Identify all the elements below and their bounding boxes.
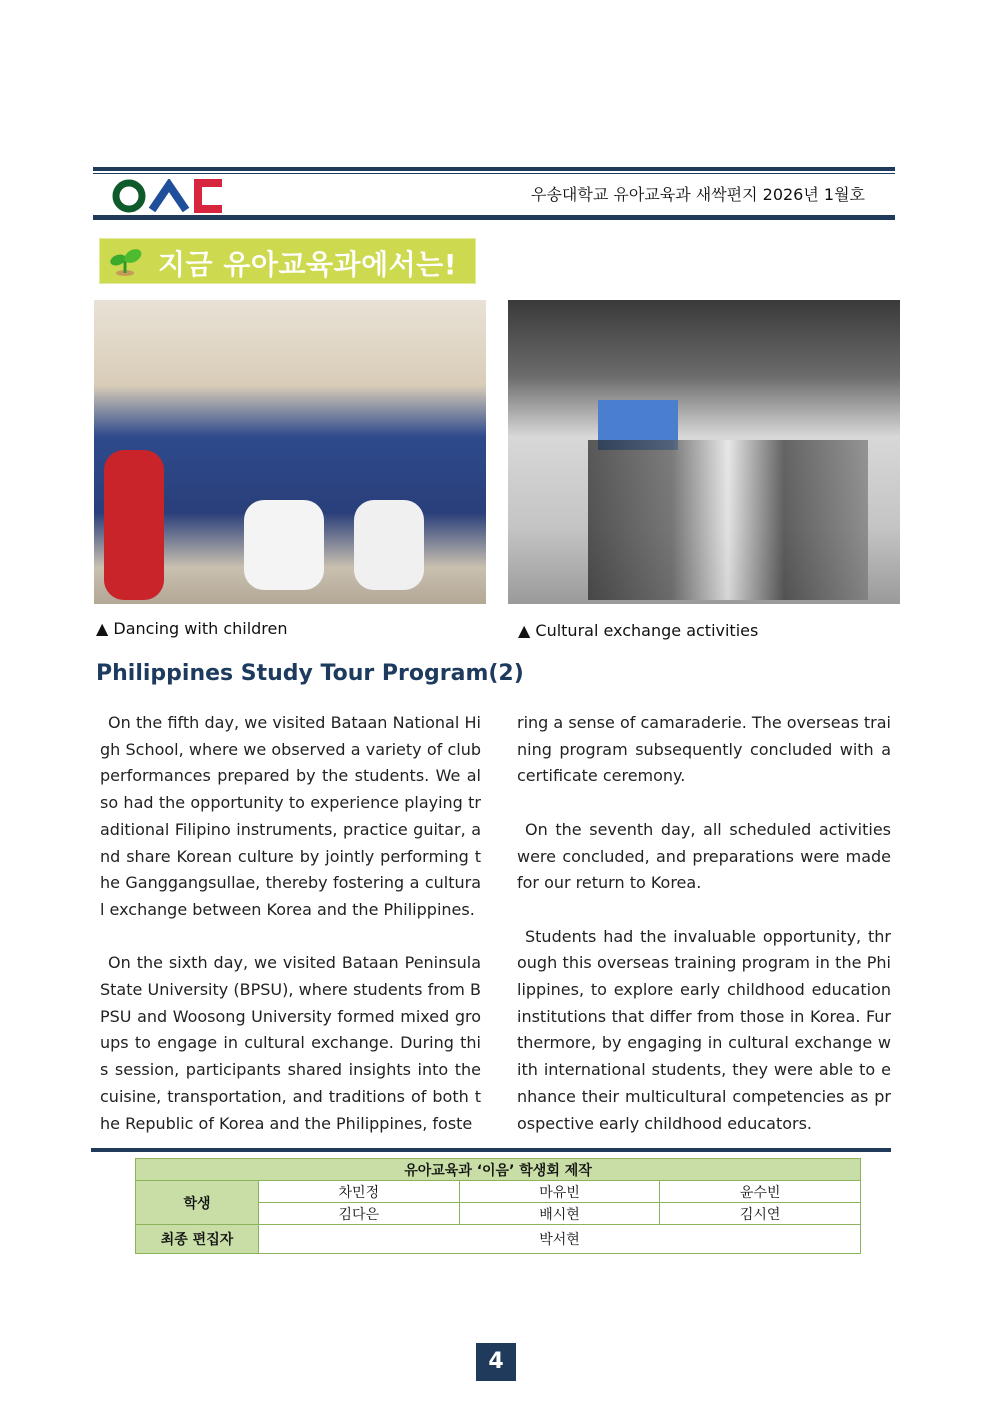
newsletter-title: 우송대학교 유아교육과 새싹편지 2026년 1월호 <box>531 185 865 204</box>
paragraph: ring a sense of camaraderie. The overseas training program subsequently concluded with a certificate ceremony. <box>517 713 891 786</box>
caption-right: ▲ Cultural exchange activities <box>518 621 759 640</box>
footer-rule <box>91 1148 891 1152</box>
student-name: 윤수빈 <box>660 1181 861 1203</box>
sprout-icon <box>108 247 144 277</box>
article-title: Philippines Study Tour Program(2) <box>96 661 524 686</box>
paragraph: On the sixth day, we visited Bataan Peninsula State University (BPSU), where students from BPSU and Woosong University formed mixed groups to engage in cultural exchange. During this session, participants shared insights into the cuisine, transportation, and traditions of both the Republic of Korea and the Philippines, foste <box>100 953 481 1133</box>
paragraph: Students had the invaluable opportunity, through this overseas training program in the Philippines, to explore early childhood education institutions that differ from those in Korea. Furthermore, by engaging in cultural exchange with international students, they were able to enhance their multicultural competencies as prospective early childhood educators. <box>517 926 891 1133</box>
student-name: 마유빈 <box>459 1181 660 1203</box>
paragraph: On the fifth day, we visited Bataan National High School, where we observed a variety of club performances prepared by the students. We also had the opportunity to experience playing traditional Filipino instruments, practice guitar, and share Korean culture by jointly performing the Ganggangsullae, thereby fostering a cultural exchange between Korea and the Philippines. <box>100 713 481 919</box>
student-name: 김시연 <box>660 1203 861 1225</box>
photo-cultural-exchange <box>508 300 900 604</box>
logo <box>112 179 224 213</box>
header-rule-bottom <box>93 215 895 220</box>
article-column-right <box>517 710 891 1164</box>
students-label: 학생 <box>136 1181 259 1225</box>
credits-title: 유아교육과 ‘이음’ 학생회 제작 <box>136 1159 861 1181</box>
header-rule-top <box>93 167 895 171</box>
banner-text: 지금 유아교육과에서는! <box>158 248 457 281</box>
paragraph: On the seventh day, all scheduled activities were concluded, and preparations were made for our return to Korea. <box>517 819 891 893</box>
student-name: 김다은 <box>259 1203 460 1225</box>
caption-left: ▲ Dancing with children <box>96 619 288 638</box>
student-name: 배시현 <box>459 1203 660 1225</box>
editor-name: 박서현 <box>259 1225 861 1254</box>
photo-dancing-with-children <box>94 300 486 604</box>
credits-table <box>135 1158 861 1254</box>
page-number: 4 <box>476 1343 516 1381</box>
header-rule-thin <box>93 173 895 174</box>
editor-label: 최종 편집자 <box>136 1225 259 1254</box>
section-banner <box>99 238 476 284</box>
article-column-left <box>100 710 481 1164</box>
student-name: 차민정 <box>259 1181 460 1203</box>
